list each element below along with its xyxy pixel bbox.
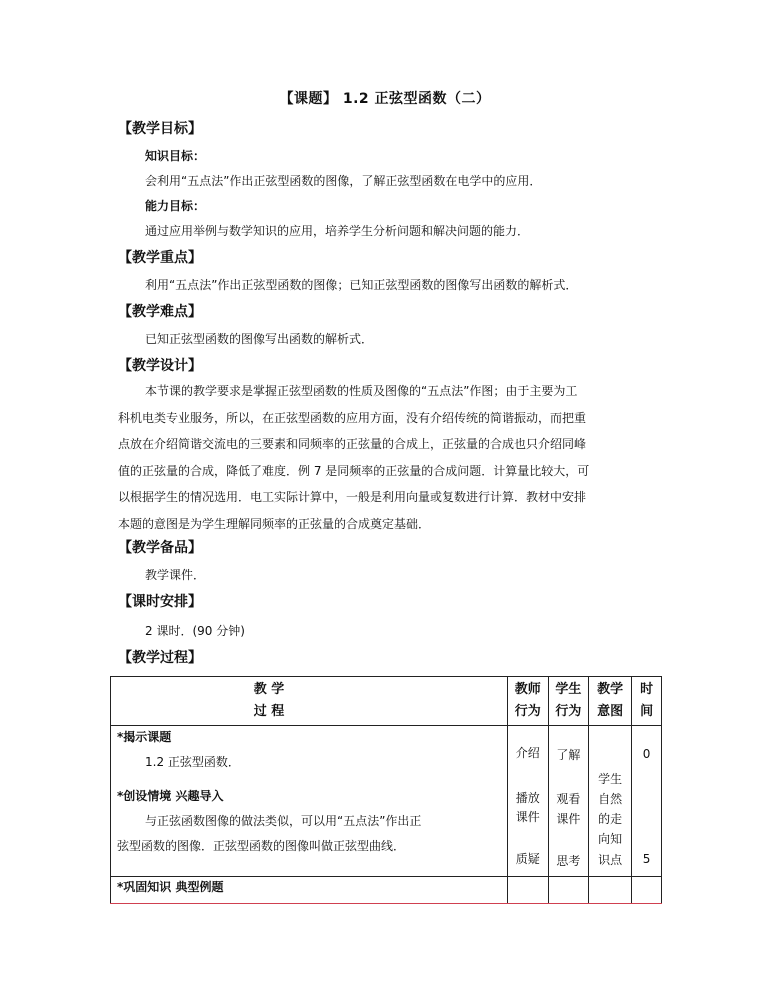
difficulties-text: 已知正弦型函数的图像写出函数的解析式． xyxy=(145,332,374,346)
objectives-heading: 【教学目标】 xyxy=(118,121,202,137)
row1-intent-cell xyxy=(589,726,632,877)
reveal-topic-heading: *揭示课题 xyxy=(117,730,172,744)
header-teacher xyxy=(508,677,549,726)
row2-time-cell xyxy=(632,877,662,904)
situation-heading: *创设情境 兴趣导入 xyxy=(117,789,224,803)
schedule-heading: 【课时安排】 xyxy=(118,594,202,610)
materials-heading: 【教学备品】 xyxy=(118,540,202,556)
knowledge-objective-text: 会利用“五点法”作出正弦型函数的图像，了解正弦型函数在电学中的应用． xyxy=(145,174,542,188)
table-row xyxy=(111,726,662,877)
header-process-line1: 教 学 xyxy=(253,682,285,697)
table-row xyxy=(111,877,662,904)
header-intent-line1: 教学 xyxy=(597,682,624,697)
header-time-line2: 间 xyxy=(640,704,654,719)
header-time-line1: 时 xyxy=(640,682,654,697)
student-action: 了解 xyxy=(556,748,581,762)
difficulties-heading: 【教学难点】 xyxy=(118,304,202,320)
design-paragraph xyxy=(118,378,658,537)
header-student xyxy=(548,677,589,726)
header-intent xyxy=(589,677,632,726)
intent-text: 识点 xyxy=(598,853,623,867)
intent-text: 的走 xyxy=(598,812,623,826)
key-points-heading: 【教学重点】 xyxy=(118,250,202,266)
ability-objective-label: 能力目标： xyxy=(145,199,206,213)
row1-teacher-cell xyxy=(508,726,549,877)
row1-process-cell xyxy=(111,726,508,877)
time-value: 5 xyxy=(642,852,651,866)
header-student-line1: 学生 xyxy=(555,682,582,697)
header-student-line2: 行为 xyxy=(555,704,582,719)
student-action: 思考 xyxy=(556,854,581,868)
design-line: 值的正弦量的合成，降低了难度．例 7 是同频率的正弦量的合成问题．计算量比较大，可 xyxy=(118,463,590,478)
knowledge-objective-label: 知识目标： xyxy=(145,149,206,163)
teacher-action: 质疑 xyxy=(515,852,540,866)
header-time xyxy=(632,677,662,726)
student-action: 课件 xyxy=(556,812,581,826)
key-points-text: 利用“五点法”作出正弦型函数的图像；已知正弦型函数的图像写出函数的解析式． xyxy=(145,278,578,292)
situation-line1: 与正弦函数图像的做法类似，可以用“五点法”作出正 xyxy=(145,814,422,828)
row1-student-cell xyxy=(548,726,589,877)
design-line: 科机电类专业服务，所以，在正弦型函数的应用方面，没有介绍传统的简谐振动，而把重 xyxy=(118,410,587,425)
row1-time-cell xyxy=(632,726,662,877)
row2-process-cell xyxy=(111,877,508,904)
design-heading: 【教学设计】 xyxy=(118,358,202,374)
consolidate-heading: *巩固知识 典型例题 xyxy=(117,880,224,894)
header-teacher-line1: 教师 xyxy=(514,682,541,697)
schedule-text: 2 课时．(90 分钟) xyxy=(145,624,245,638)
lesson-title: 【课题】 1.2 正弦型函数（二） xyxy=(279,91,491,107)
process-table xyxy=(110,676,662,904)
row2-intent-cell xyxy=(589,877,632,904)
design-line: 本题的意图是为学生理解同频率的正弦量的合成奠定基础． xyxy=(118,516,431,531)
time-value: 0 xyxy=(642,747,651,761)
intent-text: 自然 xyxy=(598,792,623,806)
materials-text: 教学课件． xyxy=(145,568,206,582)
row2-student-cell xyxy=(548,877,589,904)
design-line: 点放在介绍简谐交流电的三要素和同频率的正弦量的合成上，正弦量的合成也只介绍同峰 xyxy=(118,437,587,451)
process-heading: 【教学过程】 xyxy=(118,650,202,666)
design-line: 本节课的教学要求是掌握正弦型函数的性质及图像的“五点法”作图；由于主要为工 xyxy=(145,384,578,398)
situation-line2: 弦型函数的图像．正弦型函数的图像叫做正弦型曲线． xyxy=(117,839,406,853)
header-teacher-line2: 行为 xyxy=(514,704,541,719)
teacher-action: 播放 xyxy=(515,791,540,805)
teacher-action: 介绍 xyxy=(515,746,540,760)
intent-text: 学生 xyxy=(598,772,623,786)
intent-text: 向知 xyxy=(598,832,623,846)
table-header-row xyxy=(111,677,662,726)
header-process-line2: 过 程 xyxy=(253,704,285,719)
row2-teacher-cell xyxy=(508,877,549,904)
header-intent-line2: 意图 xyxy=(597,704,624,719)
header-process xyxy=(111,677,508,726)
ability-objective-text: 通过应用举例与数学知识的应用，培养学生分析问题和解决问题的能力． xyxy=(145,224,530,238)
design-line: 以根据学生的情况选用．电工实际计算中，一般是利用向量或复数进行计算．教材中安排 xyxy=(118,490,587,504)
reveal-topic-text: 1.2 正弦型函数． xyxy=(145,755,240,769)
student-action: 观看 xyxy=(556,792,581,806)
teacher-action: 课件 xyxy=(515,810,540,824)
